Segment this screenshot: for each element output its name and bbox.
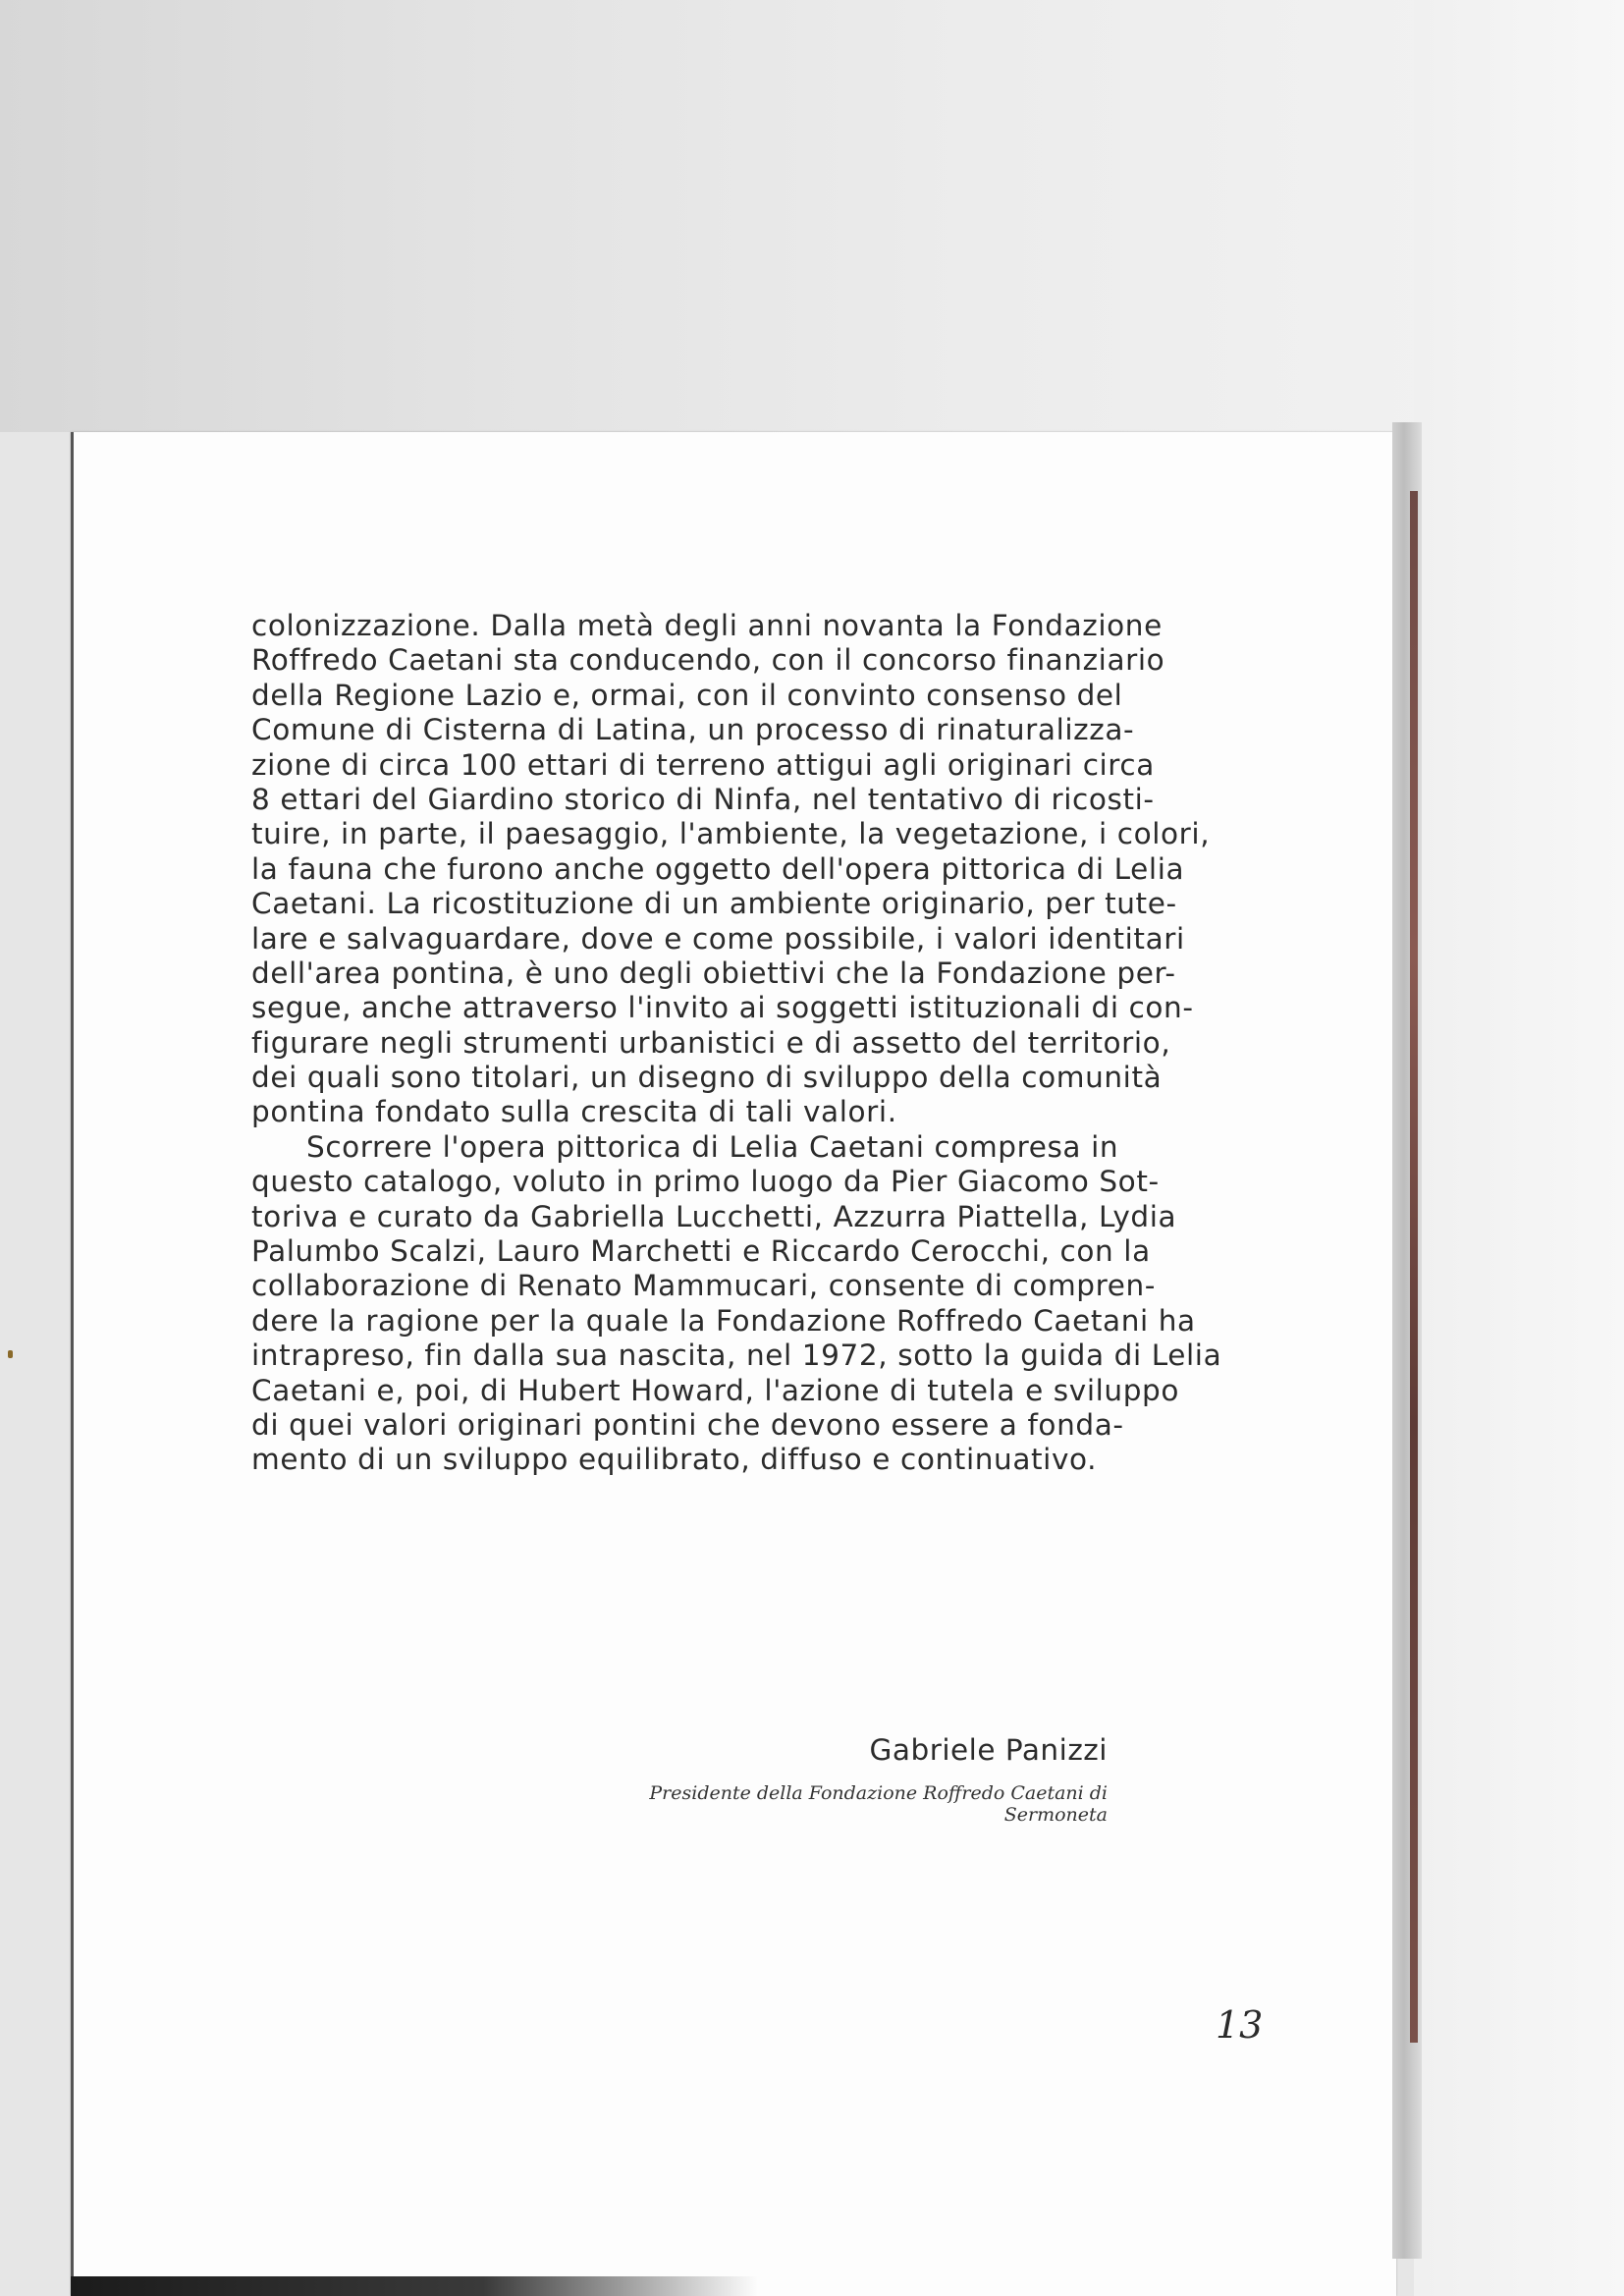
text-line: intrapreso, fin dalla sua nascita, nel 1972, sotto la guida di Lelia bbox=[251, 1339, 1222, 1373]
text-line: della Regione Lazio e, ormai, con il convinto consenso del bbox=[251, 678, 1123, 712]
scan-bottom-shadow bbox=[71, 2276, 758, 2296]
text-line: dere la ragione per la quale la Fondazione Roffredo Caetani ha bbox=[251, 1303, 1196, 1338]
page-left-edge bbox=[71, 432, 74, 2296]
page-number: 13 bbox=[1216, 2003, 1264, 2047]
text-line: pontina fondato sulla crescita di tali valori. bbox=[251, 1095, 897, 1129]
text-line: questo catalogo, voluto in primo luogo da Pier Giacomo Sot- bbox=[251, 1165, 1160, 1199]
text-line: figurare negli strumenti urbanistici e di assetto del territorio, bbox=[251, 1025, 1171, 1060]
text-line: Comune di Cisterna di Latina, un processo di rinaturalizza- bbox=[251, 713, 1135, 747]
scan-background bbox=[0, 0, 1624, 432]
book-fore-edge-band bbox=[1410, 491, 1418, 2043]
text-line: toriva e curato da Gabriella Lucchetti, Azzurra Piattella, Lydia bbox=[251, 1199, 1177, 1233]
body-text bbox=[251, 609, 1222, 1478]
text-line: zione di circa 100 ettari di terreno attigui agli originari circa bbox=[251, 747, 1155, 782]
text-line: collaborazione di Renato Mammucari, consente di compren- bbox=[251, 1269, 1157, 1303]
text-line: tuire, in parte, il paesaggio, l'ambiente, la vegetazione, i colori, bbox=[251, 817, 1211, 851]
text-line: dei quali sono titolari, un disegno di sviluppo della comunità bbox=[251, 1061, 1163, 1095]
text-line: lare e salvaguardare, dove e come possibile, i valori identitari bbox=[251, 921, 1185, 956]
text-line: di quei valori originari pontini che devono essere a fonda- bbox=[251, 1407, 1124, 1442]
text-line: Caetani. La ricostituzione di un ambiente originario, per tute- bbox=[251, 887, 1177, 921]
text-line: 8 ettari del Giardino storico di Ninfa, nel tentativo di ricosti- bbox=[251, 782, 1155, 816]
text-line: mento di un sviluppo equilibrato, diffuso e continuativo. bbox=[251, 1443, 1098, 1477]
text-line-paragraph-start: Scorrere l'opera pittorica di Lelia Caetani compresa in bbox=[306, 1129, 1119, 1164]
text-line: la fauna che furono anche oggetto dell'opera pittorica di Lelia bbox=[251, 851, 1185, 886]
text-line: Palumbo Scalzi, Lauro Marchetti e Riccardo Cerocchi, con la bbox=[251, 1234, 1151, 1269]
text-line: dell'area pontina, è uno degli obiettivi che la Fondazione per- bbox=[251, 956, 1176, 990]
signature-role: Presidente della Fondazione Roffredo Caetani di Sermoneta bbox=[649, 1782, 1108, 1826]
text-line: Caetani e, poi, di Hubert Howard, l'azione di tutela e sviluppo bbox=[251, 1373, 1180, 1407]
signature-name: Gabriele Panizzi bbox=[869, 1733, 1108, 1767]
scan-speck bbox=[8, 1350, 13, 1358]
text-line: segue, anche attraverso l'invito ai soggetti istituzionali di con- bbox=[251, 991, 1194, 1025]
scan-background-right bbox=[1414, 0, 1624, 2296]
text-line: Roffredo Caetani sta conducendo, con il concorso finanziario bbox=[251, 643, 1165, 678]
text-line: colonizzazione. Dalla metà degli anni novanta la Fondazione bbox=[251, 609, 1163, 642]
